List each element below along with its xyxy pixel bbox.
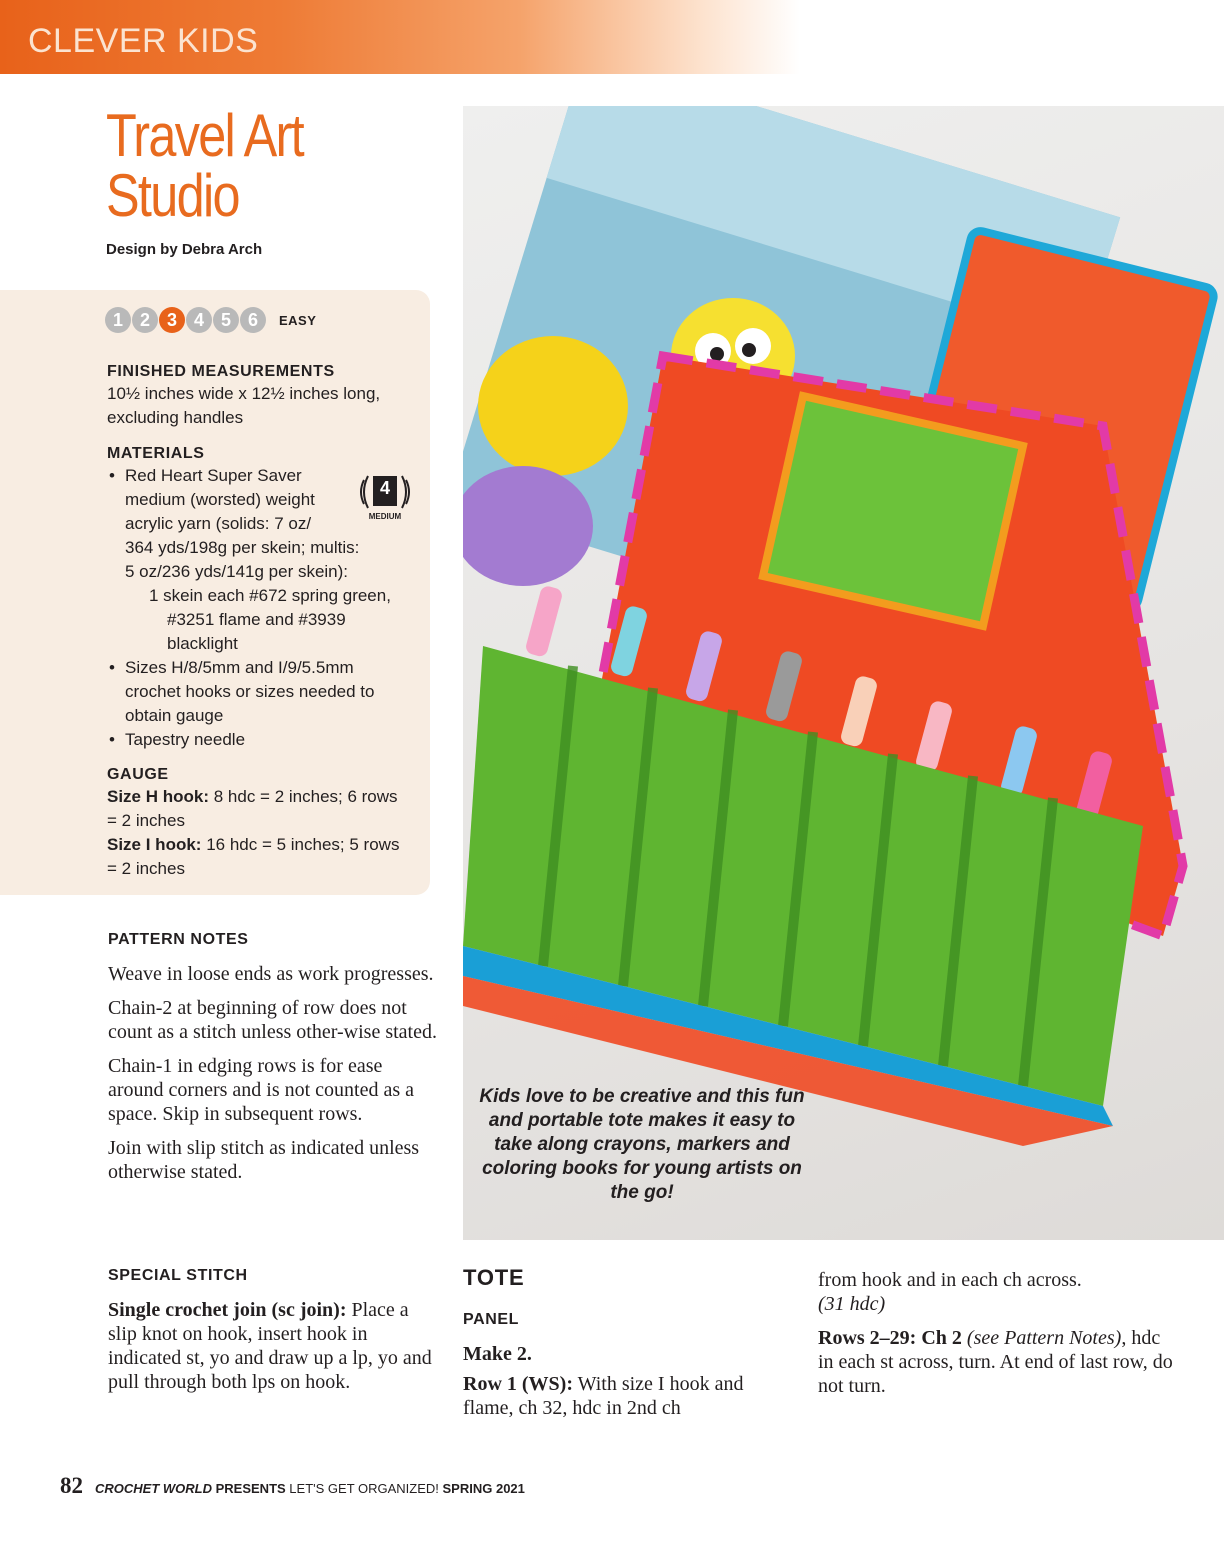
page-footer xyxy=(60,1473,525,1499)
skill-label: EASY xyxy=(279,312,317,328)
skill-dot-4: 4 xyxy=(186,307,212,333)
hooks-line: crochet hooks or sizes needed to xyxy=(125,682,375,701)
row-1 xyxy=(463,1372,773,1420)
row-1-continued: from hook and in each ch across. xyxy=(818,1269,1082,1291)
materials-heading: MATERIALS xyxy=(107,445,205,462)
yarn-line: medium (worsted) weight xyxy=(125,490,315,509)
tote-heading: TOTE xyxy=(463,1265,525,1290)
rows-2-29-text: , hdc in each st across, turn. At end of last row, do not turn. xyxy=(818,1327,1173,1397)
skill-dot-5: 5 xyxy=(213,307,239,333)
instructions-col-3 xyxy=(818,1268,1178,1398)
gauge-i-label: Size I hook: xyxy=(107,835,202,854)
note: Chain-1 in edging rows is for ease around corners and is not counted as a space. Skip in subsequent rows. xyxy=(108,1055,415,1125)
rows-2-29-note: (see Pattern Notes) xyxy=(961,1327,1122,1349)
publication-line xyxy=(95,1481,525,1496)
gauge-i-text: 16 hdc = 5 inches; 5 rows xyxy=(201,835,400,854)
gauge-block xyxy=(107,765,417,881)
finished-line-2: excluding handles xyxy=(107,408,244,427)
page-number: 82 xyxy=(60,1473,83,1498)
yarn-line: acrylic yarn (solids: 7 oz/ xyxy=(125,514,312,533)
pattern-notes-heading: PATTERN NOTES xyxy=(108,931,249,948)
title-line-1: Travel Art xyxy=(106,102,303,169)
instructions-col-2 xyxy=(463,1266,773,1420)
skill-dot-1: 1 xyxy=(105,307,131,333)
note: Weave in loose ends as work progresses. xyxy=(108,963,434,985)
tote-illustration xyxy=(463,106,1224,1240)
row-1-count: (31 hdc) xyxy=(818,1293,886,1315)
row-1-label: Row 1 (WS): xyxy=(463,1373,573,1395)
special-stitch-heading: SPECIAL STITCH xyxy=(108,1267,248,1284)
gauge-h-text: 8 hdc = 2 inches; 6 rows xyxy=(209,787,398,806)
section-label: CLEVER KIDS xyxy=(28,22,259,60)
special-stitch-name: Single crochet join (sc join): xyxy=(108,1299,347,1321)
materials-hooks xyxy=(107,656,417,728)
make-count: Make 2. xyxy=(463,1343,532,1365)
skill-dot-3-active: 3 xyxy=(159,307,185,333)
yarn-weight-icon xyxy=(356,470,414,526)
gauge-i-text-2: = 2 inches xyxy=(107,859,185,878)
special-stitch-text xyxy=(108,1298,438,1394)
project-photo xyxy=(463,106,1224,1240)
yarn-line: • Red Heart Super Saver xyxy=(125,466,302,485)
skill-dot-6: 6 xyxy=(240,307,266,333)
article-title xyxy=(106,102,383,229)
skill-level xyxy=(105,307,316,333)
yarn-weight-label: MEDIUM xyxy=(368,512,402,521)
hooks-line: obtain gauge xyxy=(125,706,224,725)
gauge-i xyxy=(107,833,417,857)
skill-dot-2: 2 xyxy=(132,307,158,333)
finished-heading: FINISHED MEASUREMENTS xyxy=(107,363,335,380)
yarn-colors xyxy=(107,584,417,656)
special-stitch-body: Place a slip knot on hook, insert hook in indicated st, yo and draw up a lp, yo and pull through both lps on hook. xyxy=(108,1299,432,1393)
section-header-bar xyxy=(0,0,800,74)
photo-caption: Kids love to be creative and this fun and portable tote makes it easy to take along crayons, markers and coloring books for young artists on the go! xyxy=(479,1086,805,1203)
yarn-weight-number: 4 xyxy=(379,478,390,498)
pub-issue: LET'S GET ORGANIZED! xyxy=(285,1481,443,1496)
yarn-color-line: 1 skein each #672 spring green, xyxy=(149,586,391,605)
gauge-h xyxy=(107,785,417,809)
finished-measurements xyxy=(107,362,417,430)
gauge-h-label: Size H hook: xyxy=(107,787,210,806)
byline: Design by Debra Arch xyxy=(106,241,263,258)
finished-line-1: 10½ inches wide x 12½ inches long, xyxy=(107,384,381,403)
note: Chain-2 at beginning of row does not count as a stitch unless other-wise stated. xyxy=(108,997,437,1043)
pattern-notes xyxy=(108,928,438,1194)
note: Join with slip stitch as indicated unless otherwise stated. xyxy=(108,1137,420,1183)
pub-presents: PRESENTS xyxy=(212,1481,286,1496)
yarn-color-line: blacklight xyxy=(167,634,238,653)
row-1-text: With size I hook and flame, ch 32, hdc in 2nd ch xyxy=(463,1373,744,1419)
materials-needle: • Tapestry needle xyxy=(107,728,417,752)
rows-2-29 xyxy=(818,1326,1178,1398)
gauge-h-text-2: = 2 inches xyxy=(107,811,185,830)
rows-2-29-label: Rows 2–29: Ch 2 xyxy=(818,1327,962,1349)
pub-season: SPRING 2021 xyxy=(442,1481,525,1496)
yarn-line: 364 yds/198g per skein; multis: xyxy=(125,538,360,557)
yarn-line: 5 oz/236 yds/141g per skein): xyxy=(125,562,349,581)
title-line-2: Studio xyxy=(106,162,239,229)
pub-name: CROCHET WORLD xyxy=(95,1481,212,1496)
panel-heading: PANEL xyxy=(463,1311,520,1328)
gauge-heading: GAUGE xyxy=(107,766,169,783)
hooks-line: • Sizes H/8/5mm and I/9/5.5mm xyxy=(125,658,354,677)
yarn-color-line: #3251 flame and #3939 xyxy=(167,610,346,629)
special-stitch xyxy=(108,1264,438,1394)
